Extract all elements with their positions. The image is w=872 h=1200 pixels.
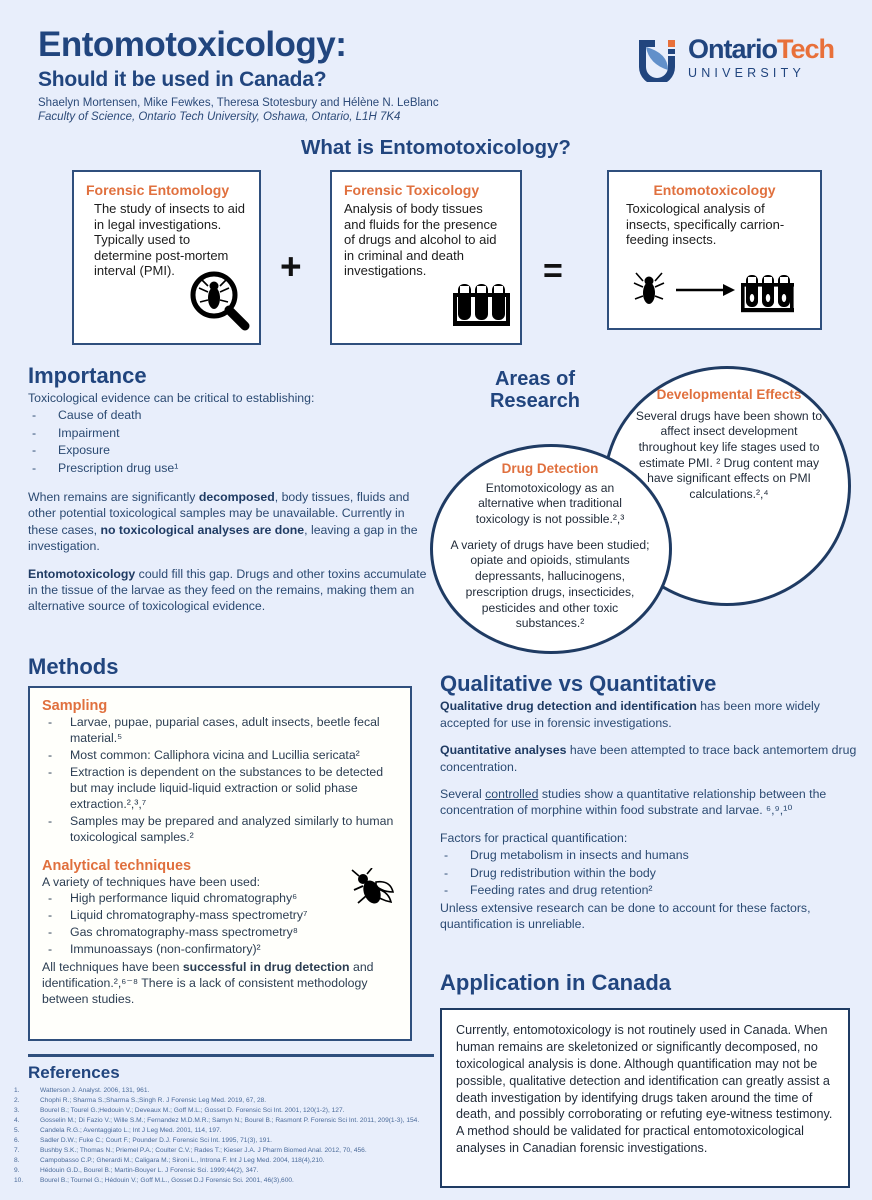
logo-text-block [688,36,834,80]
list-item [14,1146,434,1156]
definition-heading: Forensic Toxicology [344,182,480,198]
text-fragment: , leaving a gap in the investigation. [28,522,418,553]
circle-drug-detection [430,444,672,654]
ontario-tech-mark-icon [635,34,681,82]
importance-section [28,364,428,615]
circle-heading: Developmental Effects [656,387,802,402]
sampling-heading: Sampling [42,698,108,714]
analytical-techniques-heading: Analytical techniques [42,857,192,874]
list-item: - Exposure [28,442,428,459]
list-item: - Liquid chromatography-mass spectrometry⁷ [42,908,398,924]
reference-number: 2. [14,1097,20,1105]
text-bold-entomotoxicology: Entomotoxicology [28,567,136,581]
list-item [14,1166,434,1176]
list-item: - Drug metabolism in insects and humans [440,847,860,864]
references-list [14,1086,434,1186]
analytical-bullet-list [42,891,398,958]
page-subtitle: Should it be used in Canada? [38,68,327,91]
references-title: References [28,1063,120,1082]
reference-text: Bourel B.; Tournel G.; Hédouin V.; Goff M.L., Gosset D.J Forensic Sci. 2001, 46(3),600. [40,1177,294,1185]
circle-body: Several drugs have been shown to affect insect development throughout key life stages used to estimate PMI. ² Drug content may have significant effects on PMI calculations.²,⁴ [635,408,823,502]
text-fragment: studies show a quantitative relationship between the concentration of morphine within food substrate and larvae. ⁶,⁹,¹⁰ [440,786,827,818]
text-fragment: and identification.²,⁶⁻⁸ There is a lack of consistent methodology between studies. [42,959,374,1006]
definition-body: Toxicological analysis of insects, specifically carrion-feeding insects. [626,201,785,248]
definition-body: The study of insects to aid in legal investigations. Typically used to determine post-mortem interval (PMI). [94,201,246,279]
list-item: - Prescription drug use¹ [28,460,428,477]
reference-text: Campobasso C.P.; Gherardi M.; Caligara M.; Sironi L., Introna F. Int J Leg Med. 2004, 118(4),210. [40,1157,325,1165]
logo-university-text: UNIVERSITY [687,66,805,80]
text-bold-qualitative: Qualitative drug detection and identification [440,699,697,714]
reference-text: Chophi R.; Sharma S.;Sharma S.;Singh R. J Forensic Leg Med. 2019, 67, 28. [40,1097,267,1105]
application-box [440,1008,850,1188]
reference-text: Gosselin M.; Di Fazio V.; Wille S.M.; Fernandez M.D.M.R.; Samyn N.; Bourel B.; Rasmont P. Forensic Sci Int. 2011, 209(1-3), 154. [40,1117,420,1125]
areas-of-research-title: Areas of Research [489,368,581,413]
sampling-bullet-list [42,715,398,846]
list-item [14,1156,434,1166]
list-item [14,1136,434,1146]
reference-number: 6. [14,1137,20,1145]
application-title: Application in Canada [440,970,672,995]
list-item: - Feeding rates and drug retention² [440,882,860,899]
list-item [14,1126,434,1136]
text-fragment: All techniques have been [42,959,183,974]
list-item: - Drug redistribution within the body [440,865,860,882]
reference-number: 10. [14,1177,24,1185]
list-item: - High performance liquid chromatography⁶ [42,891,398,907]
list-item: - Most common: Calliphora vicina and Lucillia sericata² [42,748,398,764]
analytical-lead: A variety of techniques have been used: [42,874,261,889]
qvq-paragraph-2 [440,742,860,775]
equals-operator: = [543,252,563,290]
text-fragment: Several [440,786,486,801]
page-title: Entomotoxicology: [38,25,347,64]
list-item [14,1106,434,1116]
qvq-factors-closing: Unless extensive research can be done to account for these factors, quantification is unreliable. [440,900,811,932]
text-fragment: could fill this gap. Drugs and other toxins accumulate in the tissue of the larvae as they feed on the remains, making them an alternative source of toxicological evidence. [28,567,427,614]
list-item [14,1176,434,1186]
test-tubes-icon [450,274,512,337]
logo-ontario-text: Ontario [687,34,777,64]
qvq-paragraph-3 [440,786,860,819]
author-list: Shaelyn Mortensen, Mike Fewkes, Theresa Stotesbury and Hélène N. LeBlanc [38,97,439,109]
list-item: - Immunoassays (non-confirmatory)² [42,942,398,958]
importance-bullet-list [28,407,428,477]
methods-title: Methods [28,654,119,679]
logo-tech-text: Tech [776,34,834,64]
text-bold-no-tox: no toxicological analyses are done [100,522,305,537]
reference-number: 3. [14,1107,20,1115]
qvq-factors-lead: Factors for practical quantification: [440,830,628,845]
ontario-tech-logo [635,34,834,82]
qvq-title: Qualitative vs Quantitative [440,671,717,696]
references-divider [28,1054,434,1057]
reference-number: 7. [14,1147,20,1155]
list-item: - Samples may be prepared and analyzed similarly to human toxicological samples.² [42,814,398,846]
importance-paragraph-2 [28,489,428,554]
methods-box [28,686,412,1041]
importance-paragraph-3 [28,566,428,615]
reference-text: Hédouin G.D., Bourel B.; Martin-Bouyer L. J Forensic Sci. 1999;44(2), 347. [40,1167,259,1175]
definition-box-forensic-entomology [72,170,261,345]
circle-body-para1: Entomotoxicology as an alternative when traditional toxicology is not possible.²,³ [475,480,625,526]
qvq-paragraph-1 [440,698,860,731]
logo-wordmark [688,36,834,63]
list-item: - Impairment [28,425,428,442]
circle-heading: Drug Detection [501,461,599,476]
importance-lead: Toxicological evidence can be critical to establishing: [28,391,315,406]
application-body: Currently, entomotoxicology is not routinely used in Canada. When human remains are skeletonized or significantly decomposed, no toxicological analysis is done. Although quantification may not be possible, qualitative detection and identification can greatly assist a death investigation by identifying drugs taken around the time of death, and possibly corroborating or refuting eye-witness testimony. A method should be validated for practical entomotoxicological analyses in Canadian forensic investigations. [456,1023,833,1156]
text-fragment: has been more widely accepted for use in forensic investigations. [440,699,820,730]
definition-heading: Forensic Entomology [86,182,230,198]
text-bold-successful: successful in drug detection [182,959,350,974]
qvq-factors-list [440,847,860,899]
circle-body-para2: A variety of drugs have been studied; opiate and opioids, stimulants depressants, hallucinogens, prescription drugs, insecticides, pesticides and other toxic substances.² [450,537,650,631]
magnifier-fly-icon [189,270,251,337]
list-item [14,1096,434,1106]
text-fragment: have been attempted to trace back antemortem drug concentration. [440,743,857,774]
text-underline-controlled: controlled [485,786,539,801]
list-item [14,1116,434,1126]
definition-heading: Entomotoxicology [653,182,776,198]
reference-text: Sadler D.W.; Fuke C.; Court F.; Pounder D.J. Forensic Sci Int. 1995, 71(3), 191. [40,1137,272,1145]
text-bold-quantitative: Quantitative analyses [440,743,567,758]
affiliation-line: Faculty of Science, Ontario Tech University, Oshawa, Ontario, L1H 7K4 [38,111,401,123]
list-item: - Gas chromatography-mass spectrometry⁸ [42,925,398,941]
text-fragment: When remains are significantly [28,490,199,505]
definition-body: Analysis of body tissues and fluids for the presence of drugs and alcohol to aid in criminal and death investigations. [344,201,498,279]
qualitative-vs-quantitative-section [440,672,860,933]
text-bold-decomposed: decomposed [198,490,275,505]
text-fragment: , body tissues, fluids and other potential toxicological samples may be unavailable. Currently in these cases, [28,490,410,537]
list-item: - Cause of death [28,407,428,424]
what-is-section-title: What is Entomotoxicology? [301,136,571,159]
definition-box-forensic-toxicology [330,170,522,345]
reference-number: 9. [14,1167,20,1175]
reference-number: 1. [14,1087,20,1094]
fly-arrow-tubes-icon [631,263,799,320]
poster-header [0,0,872,132]
importance-title: Importance [28,363,147,388]
list-item: - Larvae, pupae, puparial cases, adult insects, beetle fecal material.⁵ [42,715,398,747]
list-item: - Extraction is dependent on the substances to be detected but may include liquid-liquid extraction or solid phase extraction.²,³,⁷ [42,765,398,813]
reference-number: 8. [14,1157,20,1165]
reference-number: 5. [14,1127,20,1135]
definition-box-entomotoxicology [607,170,822,330]
list-item [14,1086,434,1096]
analytical-closing [42,960,398,1008]
reference-text: Bourel B.; Tourel G.;Hedouin V.; Deveaux M.; Goff M.L.; Gosset D. Forensic Sci Int. 2001, 120(1-2), 127. [40,1107,345,1115]
reference-text: Watterson J. Analyst. 2006, 131, 961. [40,1087,150,1094]
reference-number: 4. [14,1117,20,1125]
plus-operator: + [280,246,302,287]
reference-text: Candela R.G.; Aventaggiato L.; Int J Leg Med. 2001, 114, 197. [40,1127,222,1135]
reference-text: Bushby S.K.; Thomas N.; Priemel P.A.; Coulter C.V.; Rades T.; Kieser J.A. J Pharm Biomed Anal. 2012, 70, 456. [40,1147,367,1155]
